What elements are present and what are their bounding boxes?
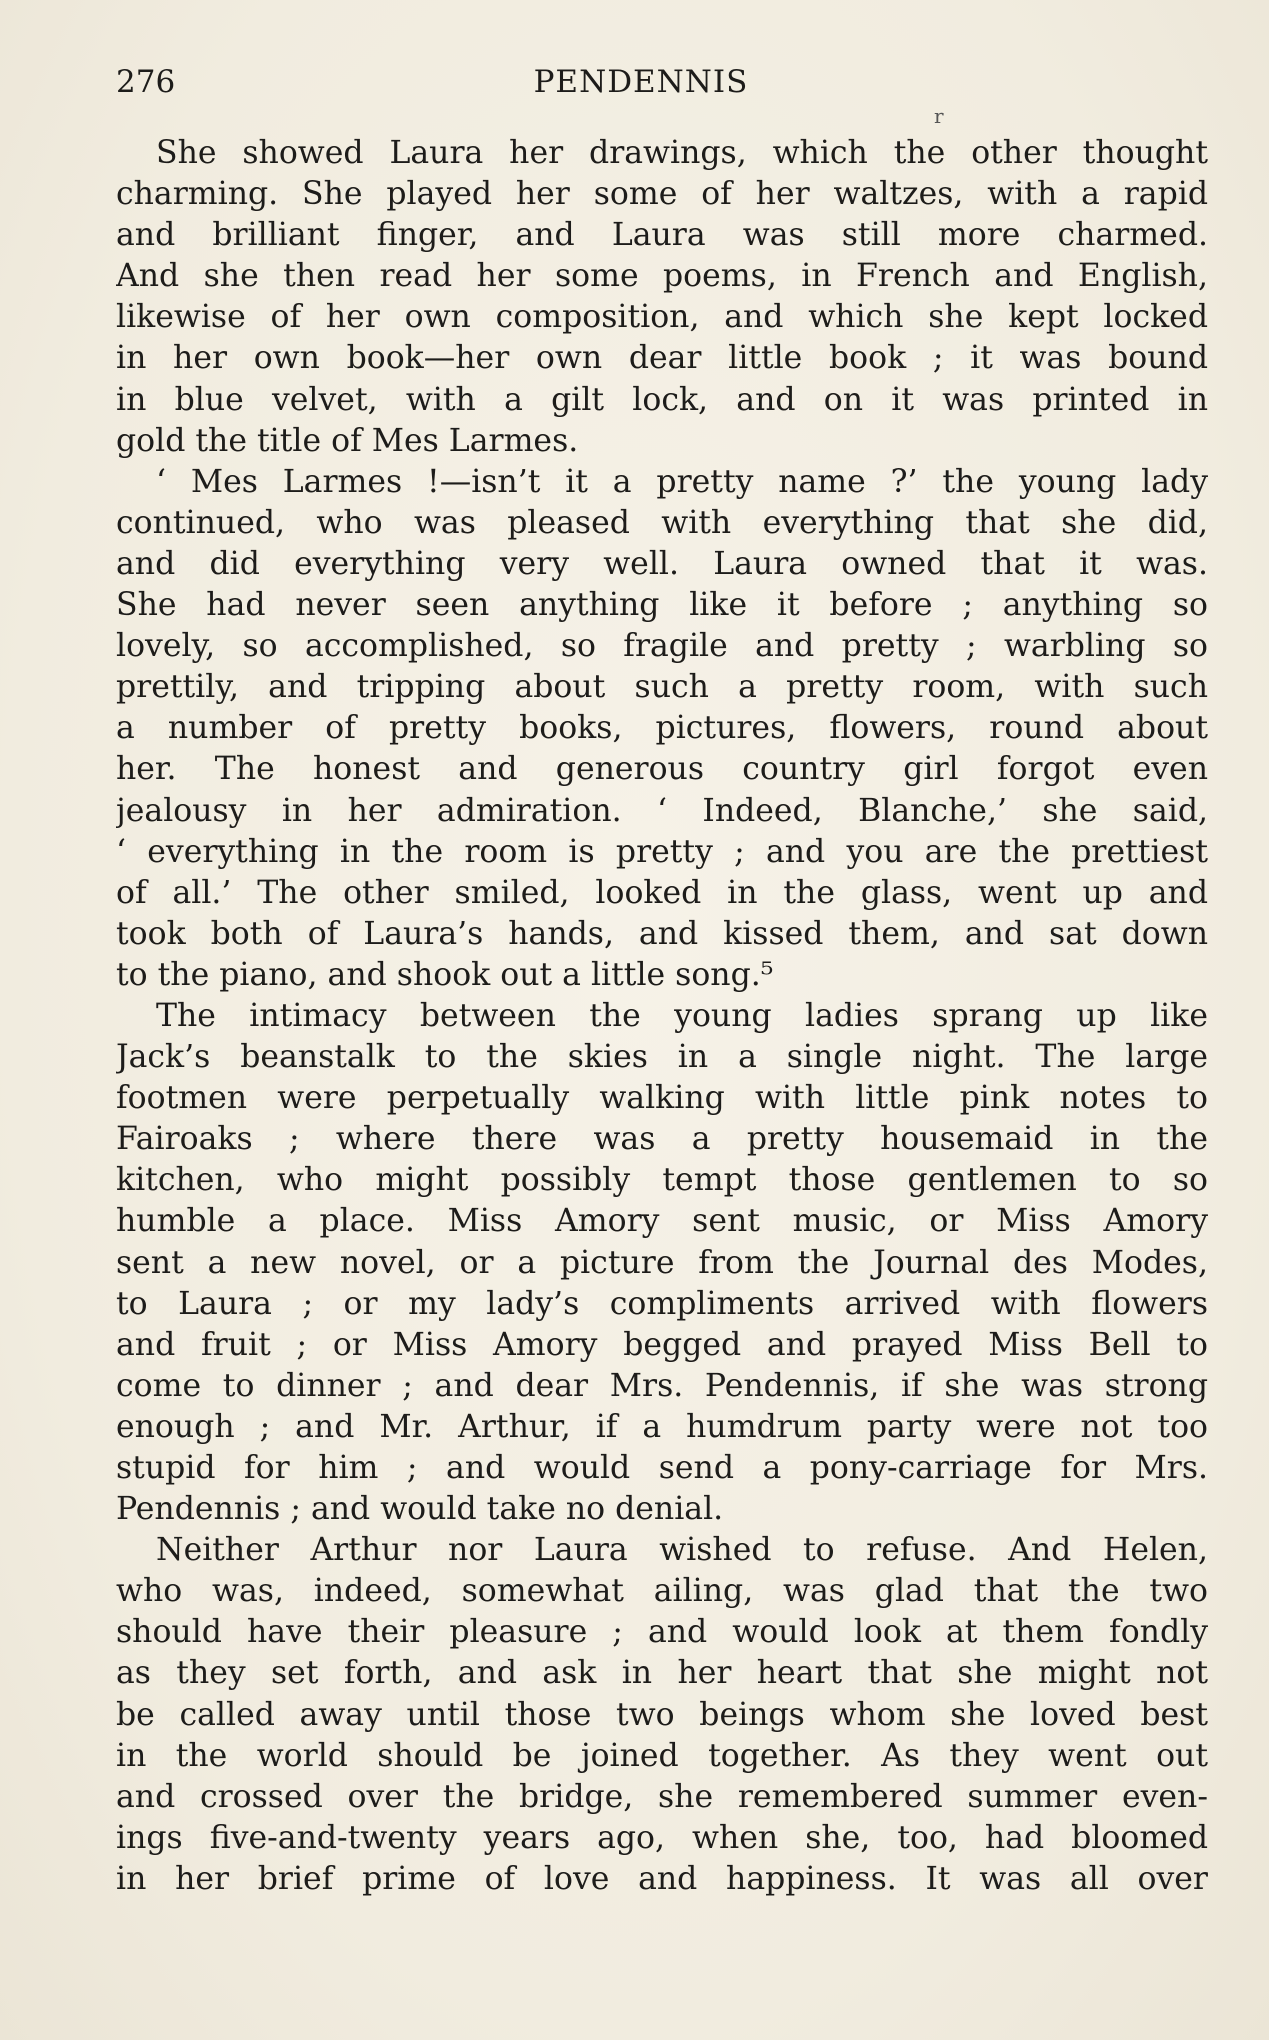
text-line: She had never seen anything like it before ; anything so bbox=[116, 587, 1208, 624]
text-line: Jack’s beanstalk to the skies in a single night. The large bbox=[116, 1039, 1208, 1076]
text-line: her. The honest and generous country girl forgot even bbox=[116, 751, 1208, 788]
text-line: as they set forth, and ask in her heart that she might not bbox=[116, 1655, 1208, 1692]
body-text bbox=[116, 133, 1208, 1900]
text-line: a number of pretty books, pictures, flowers, round about bbox=[116, 710, 1208, 747]
text-line: She showed Laura her drawings, which the other thought bbox=[156, 135, 1208, 171]
text-line: come to dinner ; and dear Mrs. Pendennis, if she was strong bbox=[116, 1367, 1208, 1404]
text-line: Neither Arthur nor Laura wished to refuse. And Helen, bbox=[156, 1532, 1208, 1569]
text-line: should have their pleasure ; and would look at them fondly bbox=[116, 1614, 1208, 1651]
text-line: The intimacy between the young ladies sprang up like bbox=[156, 997, 1208, 1034]
text-line: in her brief prime of love and happiness. It was all over bbox=[116, 1860, 1208, 1897]
text-line: And she then read her some poems, in French and English, bbox=[116, 258, 1208, 295]
text-line: jealousy in her admiration. ‘ Indeed, Blanche,’ she said, bbox=[116, 792, 1208, 829]
text-line: and crossed over the bridge, she remembered summer even- bbox=[116, 1778, 1208, 1815]
text-line: gold the title of Mes Larmes. bbox=[116, 422, 579, 459]
text-line: of all.’ The other smiled, looked in the glass, went up and bbox=[116, 874, 1208, 911]
text-line: to Laura ; or my lady’s compliments arrived with flowers bbox=[116, 1285, 1208, 1322]
text-line: kitchen, who might possibly tempt those gentlemen to so bbox=[116, 1162, 1208, 1199]
text-line: ‘ Mes Larmes !—isn’t it a pretty name ?’ the young lady bbox=[156, 463, 1208, 500]
text-line: enough ; and Mr. Arthur, if a humdrum party were not too bbox=[116, 1408, 1208, 1445]
text-line: humble a place. Miss Amory sent music, or Miss Amory bbox=[116, 1203, 1208, 1240]
text-line: sent a new novel, or a picture from the Journal des Modes, bbox=[116, 1244, 1208, 1281]
text-line: in the world should be joined together. As they went out bbox=[116, 1737, 1208, 1774]
text-line: Fairoaks ; where there was a pretty housemaid in the bbox=[116, 1121, 1208, 1158]
page-number: 276 bbox=[116, 64, 176, 100]
text-line: stupid for him ; and would send a pony-carriage for Mrs. bbox=[116, 1450, 1208, 1486]
text-line: in her own book—her own dear little book ; it was bound bbox=[116, 340, 1208, 377]
running-title: PENDENNIS bbox=[533, 64, 749, 100]
text-line: and did everything very well. Laura owned that it was. bbox=[116, 545, 1208, 582]
text-line: charming. She played her some of her waltzes, with a rapid bbox=[116, 176, 1208, 213]
text-line: prettily, and tripping about such a pretty room, with such bbox=[116, 669, 1208, 706]
text-line: who was, indeed, somewhat ailing, was glad that the two bbox=[116, 1573, 1208, 1610]
text-line: likewise of her own composition, and which she kept locked bbox=[116, 299, 1208, 336]
text-line: Pendennis ; and would take no denial. bbox=[116, 1491, 724, 1528]
text-line: be called away until those two beings whom she loved best bbox=[116, 1696, 1208, 1733]
text-line: and brilliant finger, and Laura was still more charmed. bbox=[116, 217, 1208, 254]
text-line: ‘ everything in the room is pretty ; and you are the prettiest bbox=[116, 833, 1208, 870]
text-line: continued, who was pleased with everything that she did, bbox=[116, 504, 1208, 541]
text-line: ings five-and-twenty years ago, when she, too, had bloomed bbox=[116, 1819, 1208, 1856]
stray-mark: r bbox=[934, 104, 944, 128]
text-line: footmen were perpetually walking with little pink notes to bbox=[116, 1080, 1208, 1117]
text-line: took both of Laura’s hands, and kissed them, and sat down bbox=[116, 915, 1208, 952]
text-line: in blue velvet, with a gilt lock, and on it was printed in bbox=[116, 381, 1208, 418]
text-line: to the piano, and shook out a little song.⁵ bbox=[116, 956, 774, 993]
page-header bbox=[116, 60, 1156, 104]
text-line: and fruit ; or Miss Amory begged and prayed Miss Bell to bbox=[116, 1326, 1208, 1363]
text-line: lovely, so accomplished, so fragile and pretty ; warbling so bbox=[116, 628, 1208, 665]
